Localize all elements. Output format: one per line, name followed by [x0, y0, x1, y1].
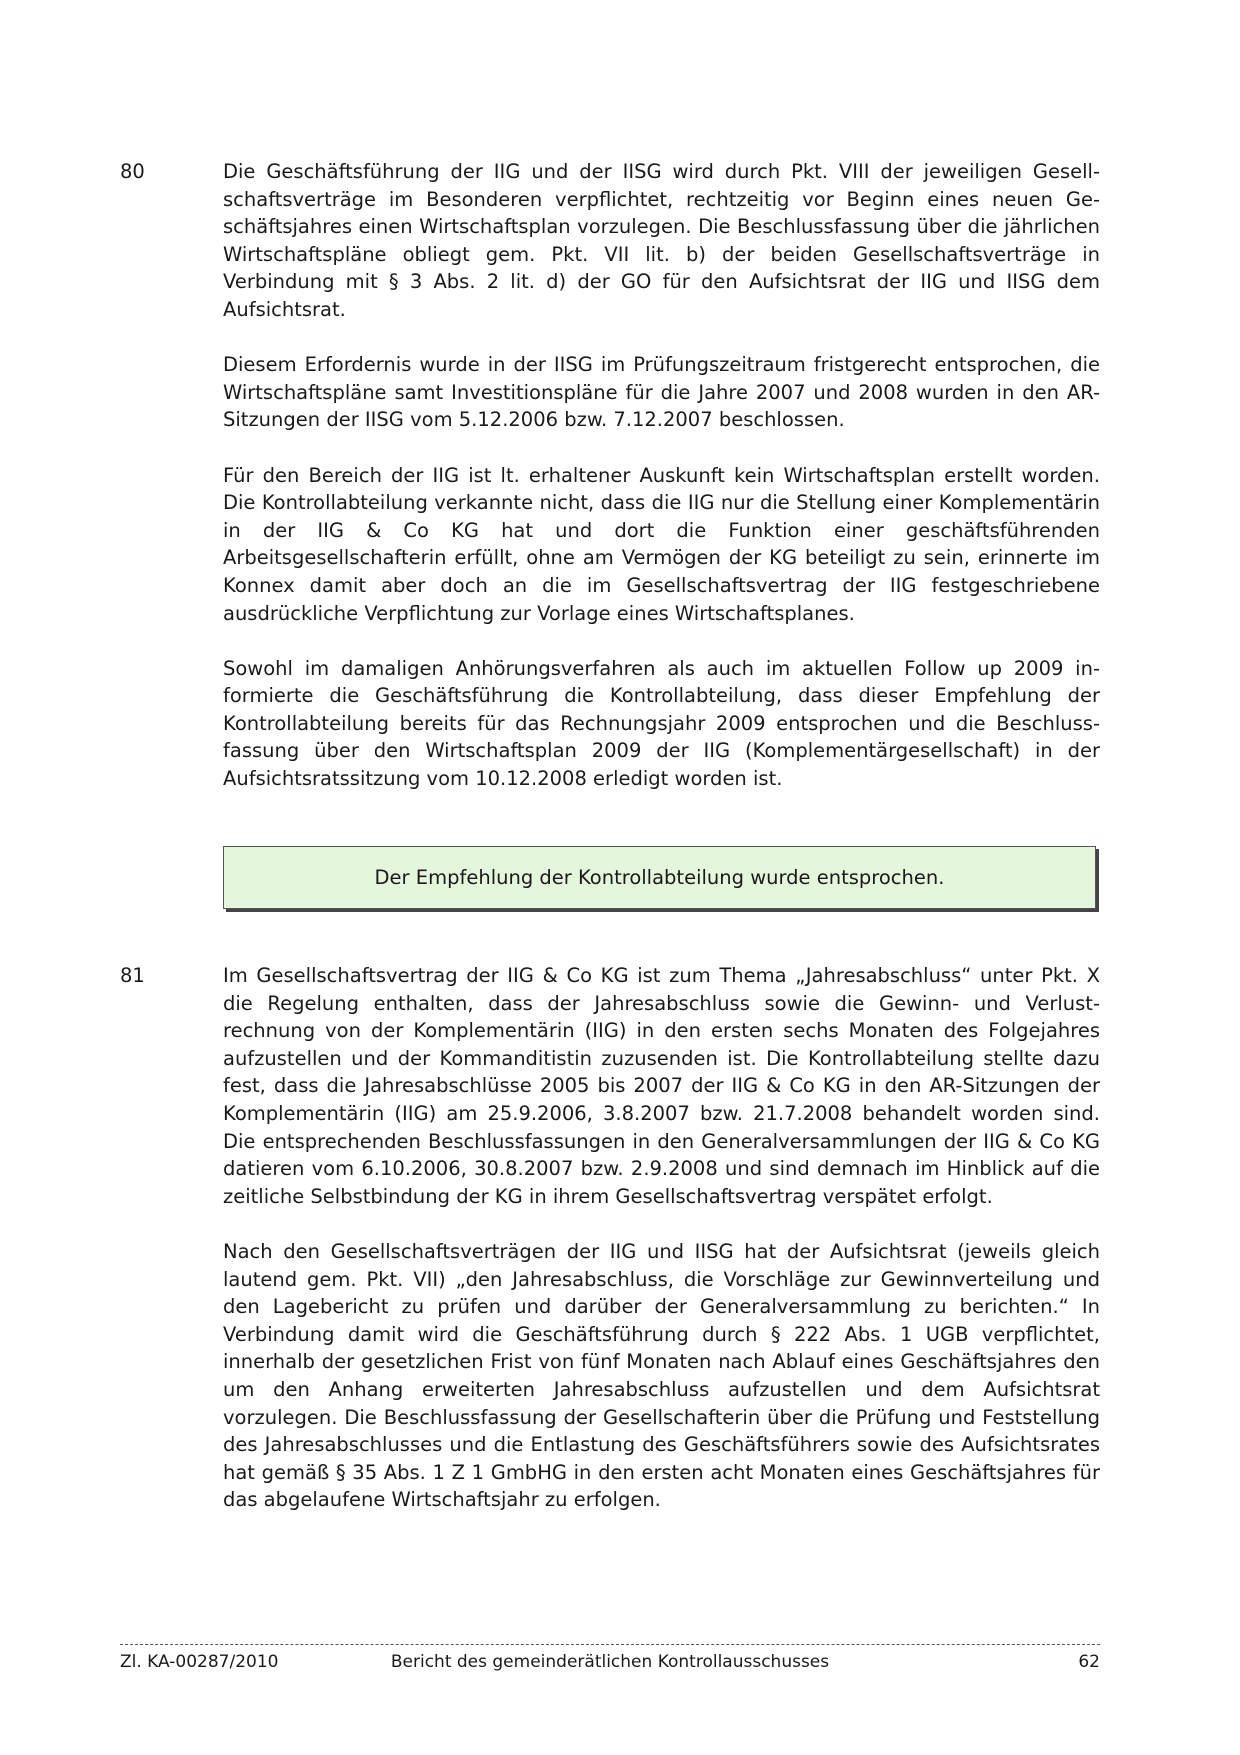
paragraph: Die Geschäftsführung der IIG und der IISG wird durch Pkt. VIII der jeweiligen Gesellschaftsverträge im Besonderen verpflichtet, rechtzeitig vor Beginn eines neuen Geschäftsjahres einen Wirtschaftsplan vorzulegen. Die Beschlussfassung über die jährlichen Wirtschaftspläne obliegt gem. Pkt. VII lit. b) der beiden Gesellschaftsverträge in Verbindung mit § 3 Abs. 2 lit. d) der GO für den Aufsichtsrat der IIG und IISG dem Aufsichtsrat. — [223, 160, 1100, 321]
recommendation-status-text: Der Empfehlung der Kontrollabteilung wurde entsprochen. — [374, 866, 945, 889]
paragraph: Für den Bereich der IIG ist lt. erhaltener Auskunft kein Wirtschaftsplan erstellt worden. Die Kontrollabteilung verkannte nicht, dass die IIG nur die Stellung einer Komplementärin in der IIG & Co KG hat und dort die Funktion einer geschäftsführenden Arbeitsgesellschafterin erfüllt, ohne am Vermögen der KG beteiligt zu sein, erinnerte im Konnex damit aber doch an die im Gesellschaftsvertrag der IIG festgeschriebene ausdrückliche Verpflichtung zur Vorlage eines Wirtschaftsplanes. — [223, 463, 1100, 625]
paragraph: Diesem Erfordernis wurde in der IISG im Prüfungszeitraum fristgerecht entsprochen, die Wirtschaftspläne samt Investitionspläne für die Jahre 2007 und 2008 wurden in den AR-Sitzungen der IISG vom 5.12.2006 bzw. 7.12.2007 beschlossen. — [223, 353, 1100, 432]
footer-reference: Zl. KA-00287/2010 — [120, 1652, 279, 1672]
section-body — [223, 962, 1100, 1514]
recommendation-status-box — [223, 846, 1096, 909]
section-body — [223, 158, 1100, 793]
section-number: 81 — [120, 964, 145, 987]
footer-divider — [120, 1644, 1100, 1645]
paragraph: Nach den Gesellschaftsverträgen der IIG und IISG hat der Aufsichtsrat (jeweils gleich lautend gem. Pkt. VII) „den Jahresabschluss, die Vorschläge zur Gewinnverteilung und den Lagebericht zu prüfen und darüber der Generalversammlung zu berichten.“ In Verbindung damit wird die Geschäftsführung durch § 222 Abs. 1 UGB verpflichtet, innerhalb der gesetzlichen Frist von fünf Monaten nach Ablauf eines Geschäftsjahres den um den Anhang erweiterten Jahresabschluss aufzustellen und dem Aufsichtsrat vorzulegen. Die Beschlussfassung der Gesellschafterin über die Prüfung und Feststellung des Jahresabschlusses und die Entlastung des Geschäftsführers sowie des Aufsichtsrates hat gemäß § 35 Abs. 1 Z 1 GmbHG in den ersten acht Monaten eines Geschäftsjahres für das abgelaufene Wirtschaftsjahr zu erfolgen. — [223, 1239, 1100, 1512]
section-number: 80 — [120, 160, 145, 183]
page-footer — [120, 1650, 1100, 1674]
paragraph: Sowohl im damaligen Anhörungsverfahren als auch im aktuellen Follow up 2009 informierte die Geschäftsführung die Kontrollabteilung, dass dieser Empfehlung der Kontrollabteilung bereits für das Rechnungsjahr 2009 entsprochen und die Beschlussfassung über den Wirtschaftsplan 2009 der IIG (Komplementärgesellschaft) in der Aufsichtsratssitzung vom 10.12.2008 erledigt worden ist. — [223, 656, 1100, 791]
page-number: 62 — [1078, 1652, 1100, 1672]
footer-title: Bericht des gemeinderätlichen Kontrollausschusses — [390, 1652, 830, 1672]
paragraph: Im Gesellschaftsvertrag der IIG & Co KG ist zum Thema „Jahresabschluss“ unter Pkt. X die Regelung enthalten, dass der Jahresabschluss sowie die Gewinn- und Verlustrechnung von der Komplementärin (IIG) in den ersten sechs Monaten des Folgejahres aufzustellen und der Kommanditistin zuzusenden ist. Die Kontrollabteilung stellte dazu fest, dass die Jahresabschlüsse 2005 bis 2007 der IIG & Co KG in den AR-Sitzungen der Komplementärin (IIG) am 25.9.2006, 3.8.2007 bzw. 21.7.2008 behandelt worden sind. Die entsprechenden Beschlussfassungen in den Generalversammlungen der IIG & Co KG datieren vom 6.10.2006, 30.8.2007 bzw. 2.9.2008 und sind demnach im Hinblick auf die zeitliche Selbstbindung der KG in ihrem Gesellschaftsvertrag verspätet erfolgt. — [223, 964, 1100, 1208]
